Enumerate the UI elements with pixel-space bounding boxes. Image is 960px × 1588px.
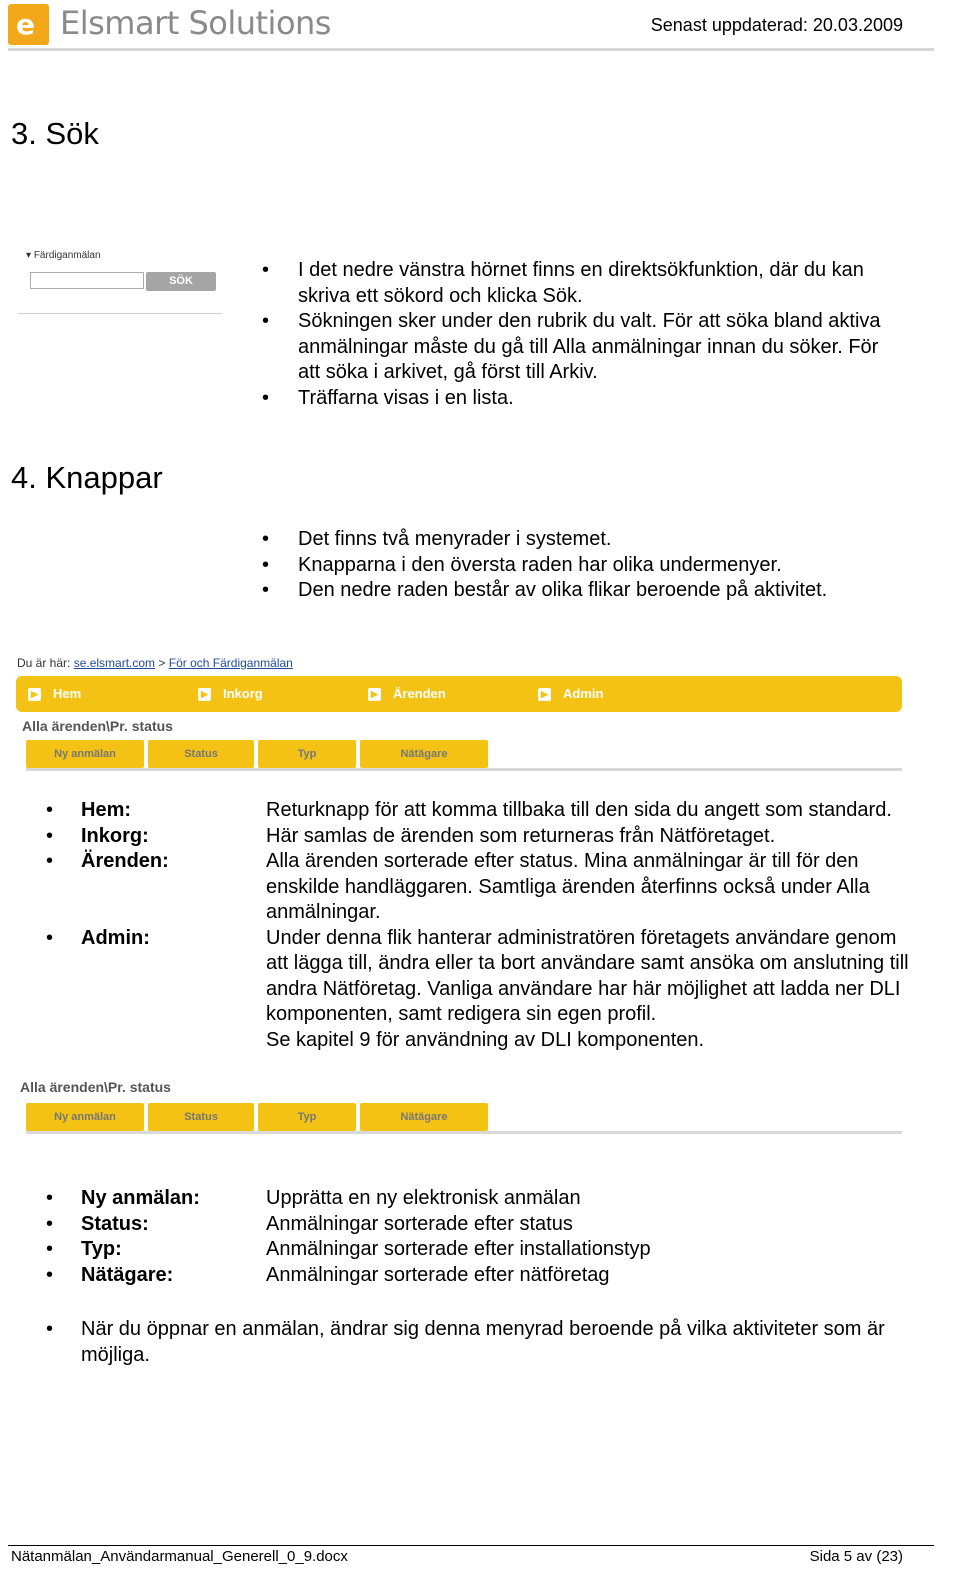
buttons-bullets — [262, 527, 902, 604]
definition-desc: Under denna flik hanterar administratören företagets användare genom att lägga till, ändra eller ta bort användare samt ansöka om anslutning till andra Nätföretag. Vanliga användare har här möjlighet att ladda ner DLI komponenten, samt redigera sin egen profil. — [266, 926, 909, 1025]
main-menu-bar — [16, 676, 902, 712]
list-item: • När du öppnar en anmälan, ändrar sig denna menyrad beroende på vilka aktiviteter som är möjliga. — [46, 1317, 916, 1368]
play-arrow-icon: ▶ — [368, 688, 381, 701]
arrow-icon: ▾ — [26, 250, 32, 261]
tab-definitions — [46, 1186, 916, 1288]
search-input[interactable] — [30, 272, 144, 289]
submenu-title: Alla ärenden\Pr. status — [20, 1079, 171, 1095]
definition-term: • Admin: — [81, 926, 150, 949]
section-4-title: 4. Knappar — [11, 460, 163, 495]
definition-item — [46, 1263, 916, 1289]
definition-item — [46, 1186, 916, 1212]
definition-term: • Status: — [81, 1212, 149, 1235]
definition-desc: Alla ärenden sorterade efter status. Mina anmälningar är till för den enskilde handläggaren. Samtliga ärenden återfinns också under Alla anmälningar. — [266, 850, 870, 923]
section-3-title: 3. Sök — [11, 116, 99, 151]
footer-page-number: Sida 5 av (23) — [809, 1548, 903, 1565]
tab-typ[interactable]: Typ — [258, 740, 356, 768]
tab-typ[interactable]: Typ — [258, 1103, 356, 1131]
definition-item — [46, 1237, 916, 1263]
header-divider — [8, 48, 934, 51]
definition-item — [46, 824, 916, 850]
list-item: • I det nedre vänstra hörnet finns en direktsökfunktion, där du kan skriva ett sökord och klicka Sök. — [262, 258, 902, 309]
definition-term: • Nätägare: — [81, 1263, 174, 1286]
definition-item — [46, 798, 916, 824]
tab-status[interactable]: Status — [148, 1103, 254, 1131]
play-arrow-icon: ▶ — [538, 688, 551, 701]
definition-desc: Returknapp för att komma tillbaka till den sida du angett som standard. — [266, 799, 892, 821]
tab-natagare[interactable]: Nätägare — [360, 1103, 488, 1131]
tab-ny-anmalan[interactable]: Ny anmälan — [26, 1103, 144, 1131]
list-item: • Sökningen sker under den rubrik du valt. För att söka bland aktiva anmälningar måste du gå till Alla anmälningar innan du söker. För att söka i arkivet, gå först till Arkiv. — [262, 309, 902, 386]
divider — [18, 313, 222, 314]
definition-term: • Ny anmälan: — [81, 1187, 200, 1209]
definition-term: • Inkorg: — [81, 824, 149, 847]
tab-underline — [26, 768, 902, 771]
breadcrumb: Du är här: se.elsmart.com > För och Färdiganmälan — [17, 656, 293, 670]
tab-natagare[interactable]: Nätägare — [360, 740, 488, 768]
svg-text:e: e — [16, 8, 35, 41]
menu-item-inkorg[interactable]: ▶ Inkorg — [198, 676, 263, 712]
list-item: • Det finns två menyrader i systemet. — [262, 527, 902, 553]
definition-desc-extra: Se kapitel 9 för användning av DLI komponenten. — [266, 1028, 705, 1051]
tab-bar — [26, 1103, 902, 1131]
submenu-screenshot — [14, 1075, 902, 1137]
definition-desc: Anmälningar sorterade efter status — [266, 1212, 573, 1235]
footer-filename: Nätanmälan_Användarmanual_Generell_0_9.docx — [11, 1548, 348, 1565]
tab-status[interactable]: Status — [148, 740, 254, 768]
list-item: • Knapparna i den översta raden har olika undermenyer. — [262, 553, 902, 579]
list-item: • Den nedre raden består av olika flikar beroende på aktivitet. — [262, 578, 902, 604]
definition-desc: Anmälningar sorterade efter nätföretag — [266, 1263, 610, 1286]
play-arrow-icon: ▶ — [28, 688, 41, 701]
definition-desc: Upprätta en ny elektronisk anmälan — [266, 1187, 581, 1209]
company-name: Elsmart Solutions — [60, 4, 331, 42]
search-widget-header: ▾ Färdiganmälan — [26, 250, 101, 261]
logo-e-icon — [8, 4, 49, 45]
definition-item — [46, 1212, 916, 1238]
search-bullets — [262, 258, 902, 411]
definition-desc: Anmälningar sorterade efter installationstyp — [266, 1238, 651, 1260]
last-updated: Senast uppdaterad: 20.03.2009 — [650, 15, 903, 35]
search-widget-screenshot — [18, 250, 222, 316]
menu-screenshot — [14, 652, 902, 776]
breadcrumb-link-home[interactable]: se.elsmart.com — [73, 656, 156, 670]
menu-item-admin[interactable]: ▶ Admin — [538, 676, 603, 712]
tab-bar — [26, 740, 902, 768]
submenu-title: Alla ärenden\Pr. status — [22, 718, 173, 734]
definition-term: • Ärenden: — [81, 850, 169, 872]
breadcrumb-link-current[interactable]: För och Färdiganmälan — [168, 656, 293, 670]
company-logo — [8, 4, 49, 45]
search-button[interactable]: SÖK — [146, 272, 216, 291]
tab-underline — [26, 1131, 902, 1134]
menu-item-hem[interactable]: ▶ Hem — [28, 676, 81, 712]
list-item: • Träffarna visas i en lista. — [262, 386, 902, 412]
menu-item-arenden[interactable]: ▶ Ärenden — [368, 676, 446, 712]
footer-divider — [8, 1545, 934, 1546]
play-arrow-icon: ▶ — [198, 688, 211, 701]
tab-ny-anmalan[interactable]: Ny anmälan — [26, 740, 144, 768]
definition-item — [46, 926, 916, 1054]
definition-desc: Här samlas de ärenden som returneras från Nätföretaget. — [266, 824, 776, 847]
definition-term: • Hem: — [81, 799, 132, 821]
definition-item — [46, 849, 916, 926]
menu-definitions — [46, 798, 916, 1053]
final-note-list — [46, 1317, 916, 1368]
definition-term: • Typ: — [81, 1238, 122, 1260]
